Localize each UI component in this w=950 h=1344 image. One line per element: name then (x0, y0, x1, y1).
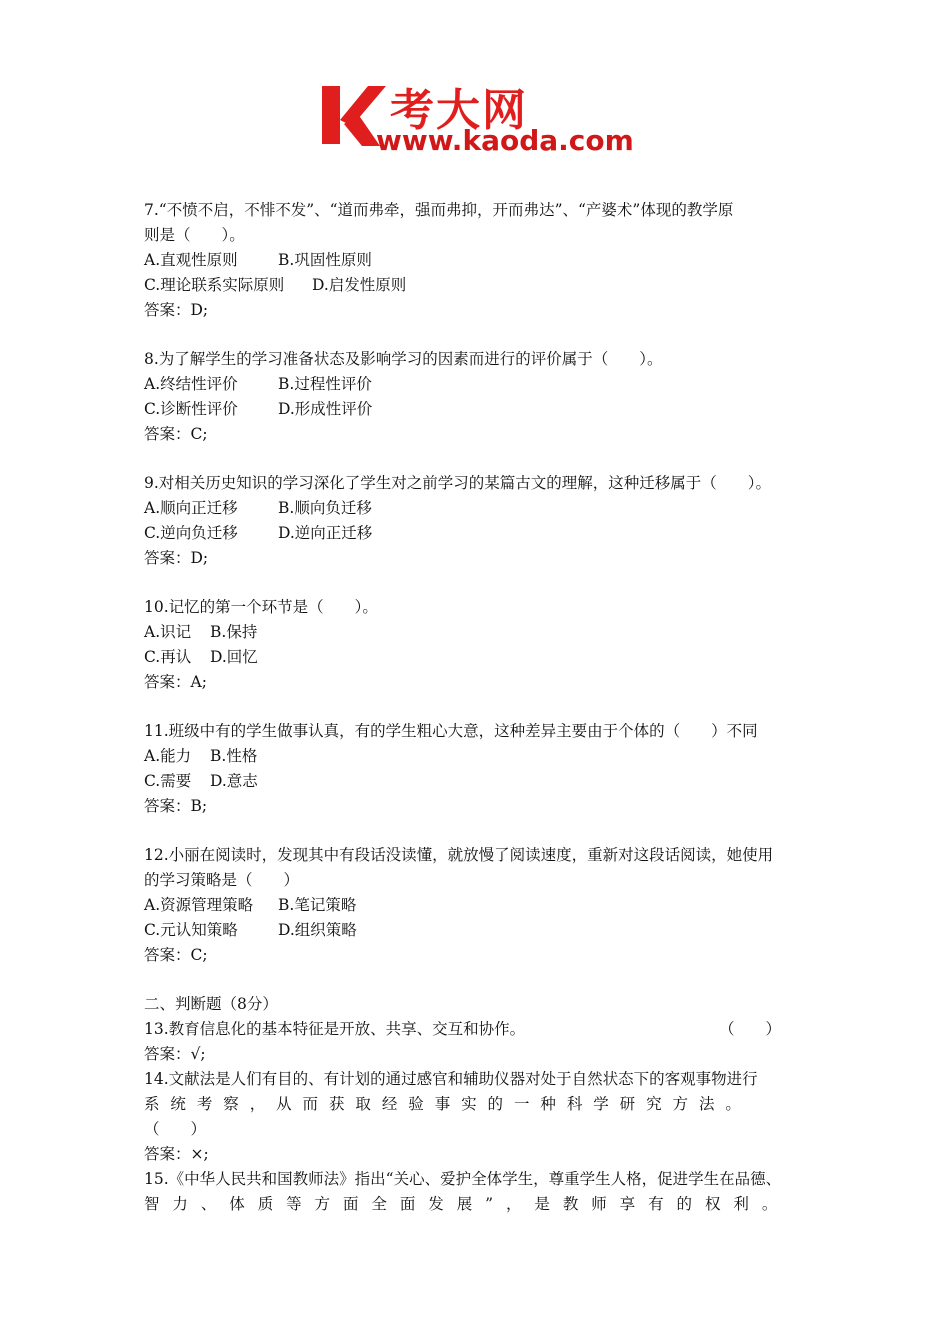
option-b: B.性格 (210, 747, 258, 765)
section-heading: 二、判断题（8分） (144, 995, 278, 1013)
option-d: D.意志 (210, 772, 258, 790)
option-d: D.形成性评价 (278, 400, 373, 418)
option-b: B.保持 (210, 623, 258, 641)
option-row (144, 397, 809, 422)
section-judgement (144, 992, 809, 1217)
question-stem: 10.记忆的第一个环节是（ ）。 (144, 598, 378, 616)
question-13 (144, 1017, 809, 1042)
question-stem: 系 统 考 察 ， 从 而 获 取 经 验 事 实 的 一 种 科 学 研 究 方 法 。 (144, 1095, 741, 1113)
answer: 答案：B; (144, 797, 208, 815)
logo-url: www.kaoda.com (376, 124, 634, 157)
question-9 (144, 471, 809, 571)
question-stem: 11.班级中有的学生做事认真，有的学生粗心大意，这种差异主要由于个体的（ ）不同 (144, 722, 758, 740)
question-8 (144, 347, 809, 447)
option-c: C.需要 (144, 772, 192, 790)
question-stem: 12.小丽在阅读时，发现其中有段话没读懂，就放慢了阅读速度，重新对这段话阅读，她使用 (144, 846, 774, 864)
question-stem: 14.文献法是人们有目的、有计划的通过感官和辅助仪器对处于自然状态下的客观事物进行 (144, 1070, 758, 1088)
kaoda-logo (318, 80, 638, 160)
question-7 (144, 198, 809, 323)
option-a: A.识记 (144, 623, 192, 641)
option-row (144, 645, 809, 670)
option-row (144, 372, 809, 397)
answer: 答案：×; (144, 1145, 209, 1163)
option-row (144, 248, 809, 273)
option-b: B.巩固性原则 (278, 251, 372, 269)
option-d: D.回忆 (210, 648, 258, 666)
option-row (144, 620, 809, 645)
question-stem: 智 力 、 体 质 等 方 面 全 面 发 展 ” ， 是 教 师 享 有 的 权 利 。 (144, 1195, 778, 1213)
question-stem: 7.“不愤不启，不悱不发”、“道而弗牵，强而弗抑，开而弗达”、“产婆术”体现的教学原 (144, 201, 734, 219)
question-11 (144, 719, 809, 819)
option-c: C.逆向负迁移 (144, 524, 238, 542)
answer: 答案：C; (144, 425, 208, 443)
answer: 答案：A; (144, 673, 207, 691)
option-c: C.元认知策略 (144, 921, 238, 939)
answer: 答案：√; (144, 1045, 206, 1063)
logo-title: 考大网 (390, 85, 528, 136)
document-body (144, 198, 809, 1217)
option-row (144, 893, 809, 918)
answer: 答案：D; (144, 301, 209, 319)
option-c: C.诊断性评价 (144, 400, 238, 418)
question-stem: 则是（ ）。 (144, 226, 245, 244)
option-row (144, 744, 809, 769)
question-stem: 15.《中华人民共和国教师法》指出“关心、爱护全体学生，尊重学生人格，促进学生在品德、 (144, 1170, 782, 1188)
answer-paren: （ ） (719, 1020, 782, 1038)
question-stem: 13.教育信息化的基本特征是开放、共享、交互和协作。 (144, 1020, 526, 1038)
question-12 (144, 843, 809, 968)
option-d: D.启发性原则 (312, 276, 407, 294)
question-10 (144, 595, 809, 695)
option-a: A.能力 (144, 747, 192, 765)
option-a: A.直观性原则 (144, 251, 238, 269)
option-row (144, 769, 809, 794)
option-c: C.理论联系实际原则 (144, 276, 285, 294)
option-d: D.逆向正迁移 (278, 524, 373, 542)
question-stem: 9.对相关历史知识的学习深化了学生对之前学习的某篇古文的理解，这种迁移属于（ ）。 (144, 474, 772, 492)
question-stem: 8.为了解学生的学习准备状态及影响学习的因素而进行的评价属于（ ）。 (144, 350, 663, 368)
option-row (144, 521, 809, 546)
option-a: A.终结性评价 (144, 375, 238, 393)
option-b: B.过程性评价 (278, 375, 372, 393)
option-d: D.组织策略 (278, 921, 357, 939)
option-b: B.笔记策略 (278, 896, 357, 914)
answer: 答案：D; (144, 549, 209, 567)
option-a: A.资源管理策略 (144, 896, 254, 914)
option-b: B.顺向负迁移 (278, 499, 372, 517)
option-c: C.再认 (144, 648, 192, 666)
answer: 答案：C; (144, 946, 208, 964)
option-row (144, 496, 809, 521)
question-stem: 的学习策略是（ ） (144, 871, 300, 889)
option-row (144, 273, 809, 298)
answer-paren: （ ） (144, 1120, 207, 1138)
option-row (144, 918, 809, 943)
option-a: A.顺向正迁移 (144, 499, 238, 517)
